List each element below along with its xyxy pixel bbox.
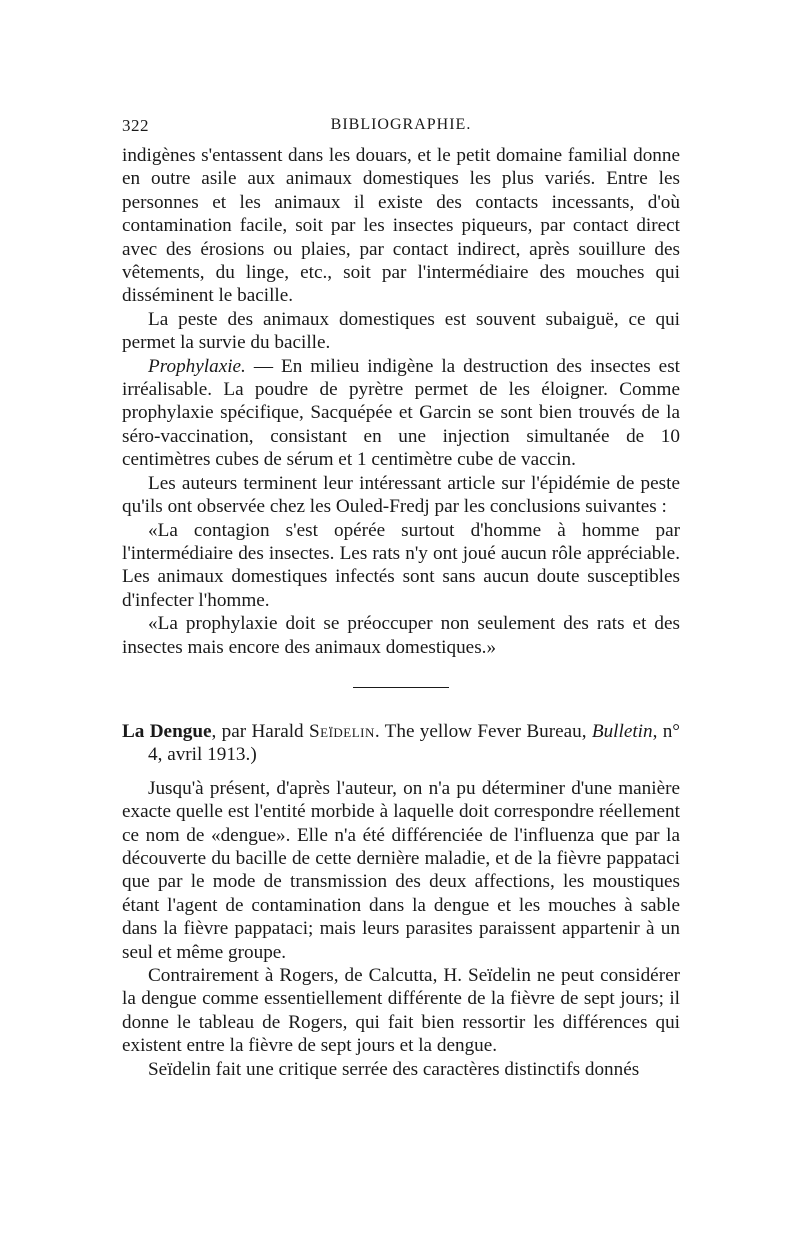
paragraph-critique: Seïdelin fait une critique serrée des caractères distinctifs donnés [148,1058,640,1080]
paragraph-dengue-definition: Jusqu'à présent, d'après l'auteur, on n'a pu déterminer d'une manière exacte quelle est l'entité morbide à laquelle doit correspondre réellement ce nom de «dengue». Elle n'a été différenciée de l'influenza que par la découverte du bacille de cette dernière maladie, et de la fièvre pappataci que par le mode de transmission des deux affections, les moustiques étant l'agent de contamination dans la dengue et les mouches à sable dans la fièvre pappataci; mais leurs parasites paraissent appartenir à un seul et même groupe. [122,777,680,963]
paragraph-conclusions-intro: Les auteurs terminent leur intéressant article sur l'épidémie de peste qu'ils ont observée chez les Ouled-Fredj par les conclusions suivantes : [122,472,680,518]
dengue-reference [122,720,680,767]
document-page [122,116,680,1081]
article-dengue-section [122,777,680,1081]
reference-journal: . The yellow Fever Bureau, [374,720,592,742]
reference-by: , par Harald [211,720,309,742]
prophylaxis-text: — En milieu indigène la destruction des insectes est irréalisable. La poudre de pyrètre permet de les éloigner. Comme prophylaxie spécifique, Sacquépée et Garcin se sont bien trouvés de la séro-vaccination, consistant en une injection simultanée de 10 centimètres cubes de sérum et 1 centimètre cube de vaccin. [122,355,680,471]
paragraph-subacute-plague: La peste des animaux domestiques est souvent subaiguë, ce qui permet la survie du bacille. [122,308,680,354]
quote-contagion: «La contagion s'est opérée surtout d'homme à homme par l'intermédiaire des insectes. Les rats n'y ont joué aucun rôle appréciable. Les animaux domestiques infectés sont sans aucun doute susceptibles d'infecter l'homme. [122,519,680,611]
quote-prophylaxis: «La prophylaxie doit se préoccuper non seulement des rats et des insectes mais encore des animaux domestiques.» [122,613,680,658]
paragraph-rogers-comparison: Contrairement à Rogers, de Calcutta, H. Seïdelin ne peut considérer la dengue comme essentiellement différente de la fièvre de sept jours; il donne le tableau de Rogers, qui fait bien ressortir les différences qui existent entre la fièvre de sept jours et la dengue. [122,965,680,1057]
section-separator [353,687,449,688]
reference-author: Seïdelin [308,720,375,742]
paragraph-prophylaxis [122,355,680,472]
reference-title: La Dengue [122,720,212,742]
page-number: 322 [122,116,149,135]
article-plague-section [122,144,680,659]
reference-issue: , n° 4, avril 1913.) [148,720,680,766]
reference-bulletin: Bulletin [591,720,653,742]
prophylaxis-label: Prophylaxie. [148,355,246,377]
paragraph-contacts: indigènes s'entassent dans les douars, et le petit domaine familial donne en outre asile aux animaux domestiques les plus variés. Entre les personnes et les animaux il existe des contacts incessants, d'où contamination facile, soit par les insectes piqueurs, par contact direct avec des érosions ou plaies, par contact indirect, après souillure des vêtements, du linge, etc., soit par l'intermédiaire des mouches qui disséminent le bacille. [122,145,680,307]
header-title: BIBLIOGRAPHIE. [330,116,472,133]
running-head [122,116,680,144]
